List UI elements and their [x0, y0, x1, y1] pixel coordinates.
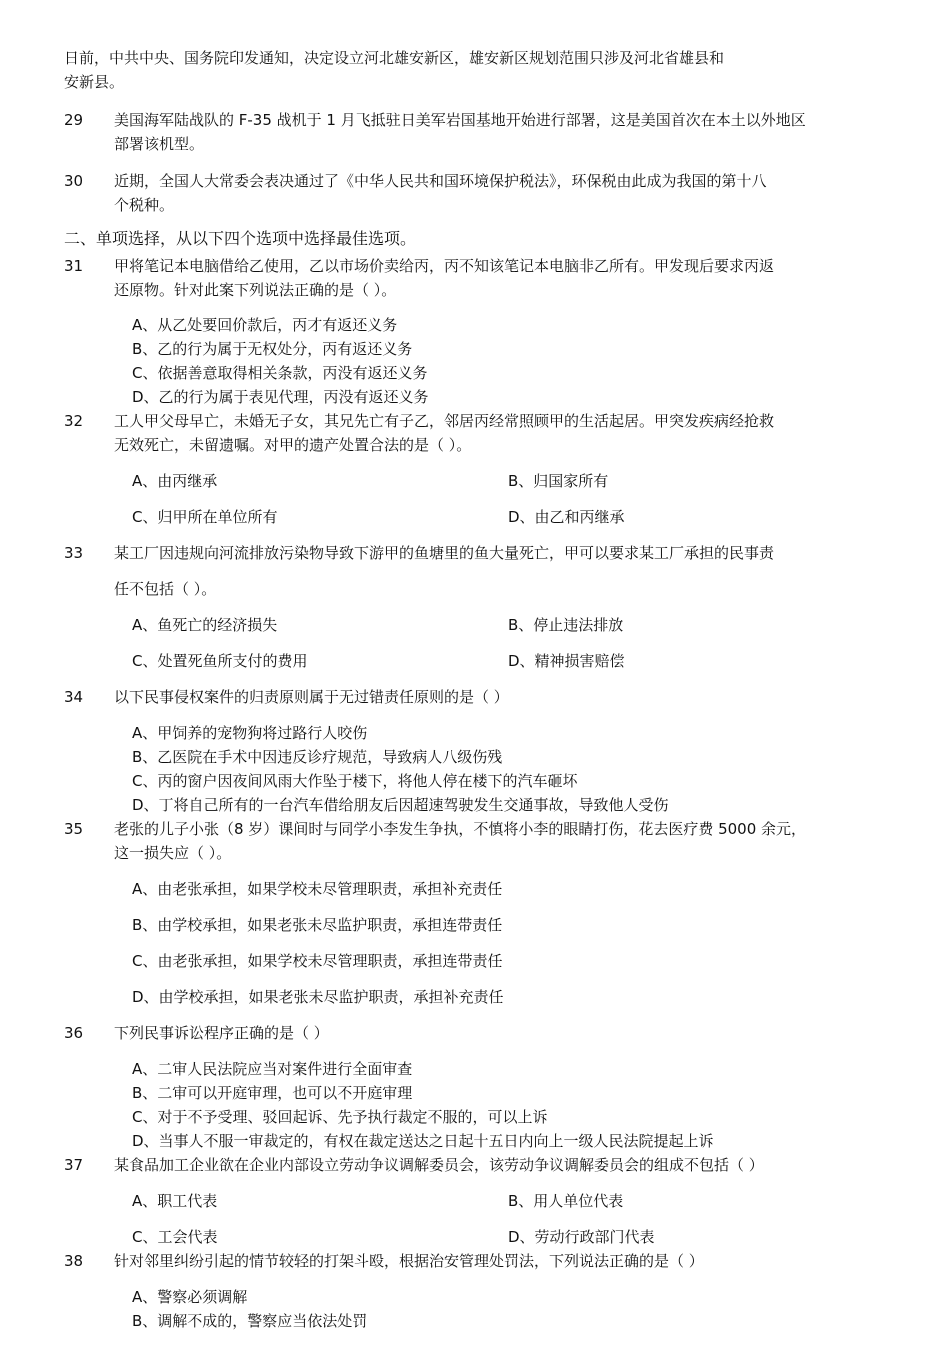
option-a: A、职工代表	[132, 1192, 218, 1210]
option-d: D、乙的行为属于表见代理，丙没有返还义务	[132, 388, 429, 406]
option-d: D、劳动行政部门代表	[508, 1228, 655, 1246]
question-text: 下列民事诉讼程序正确的是（ ）	[114, 1024, 329, 1042]
section-title: 二、单项选择，从以下四个选项中选择最佳选项。	[64, 229, 417, 248]
question-text: 部署该机型。	[114, 135, 205, 153]
question-number: 32	[64, 412, 84, 430]
question-text: 某工厂因违规向河流排放污染物导致下游甲的鱼塘里的鱼大量死亡，甲可以要求某工厂承担的民事责	[114, 544, 775, 562]
option-a: A、甲饲养的宠物狗将过路行人咬伤	[132, 724, 368, 742]
intro-line-2: 安新县。	[64, 73, 125, 91]
question-text: 任不包括（ ）。	[114, 580, 217, 598]
option-d: D、当事人不服一审裁定的，有权在裁定送达之日起十五日内向上一级人民法院提起上诉	[132, 1132, 714, 1150]
option-b: B、停止违法排放	[508, 616, 624, 634]
option-a: A、二审人民法院应当对案件进行全面审查	[132, 1060, 413, 1078]
option-a: A、鱼死亡的经济损失	[132, 616, 278, 634]
question-text: 以下民事侵权案件的归责原则属于无过错责任原则的是（ ）	[114, 688, 509, 706]
option-b: B、调解不成的，警察应当依法处罚	[132, 1312, 368, 1330]
option-d: D、由乙和丙继承	[508, 508, 625, 526]
option-c: C、由老张承担，如果学校未尽管理职责，承担连带责任	[132, 952, 503, 970]
option-a: A、由老张承担，如果学校未尽管理职责，承担补充责任	[132, 880, 503, 898]
option-c: C、处置死鱼所支付的费用	[132, 652, 308, 670]
question-text: 工人甲父母早亡，未婚无子女，其兄先亡有子乙，邻居丙经常照顾甲的生活起居。甲突发疾病经抢救	[114, 412, 775, 430]
question-number: 37	[64, 1156, 84, 1174]
option-b: B、乙医院在手术中因违反诊疗规范，导致病人八级伤残	[132, 748, 503, 766]
intro-line-1: 日前，中共中央、国务院印发通知，决定设立河北雄安新区，雄安新区规划范围只涉及河北省雄县和	[64, 49, 725, 67]
question-text: 无效死亡，未留遗嘱。对甲的遗产处置合法的是（ ）。	[114, 436, 472, 454]
option-c: C、丙的窗户因夜间风雨大作坠于楼下，将他人停在楼下的汽车砸坏	[132, 772, 578, 790]
question-number: 36	[64, 1024, 84, 1042]
option-c: C、对于不予受理、驳回起诉、先予执行裁定不服的，可以上诉	[132, 1108, 548, 1126]
question-number: 30	[64, 172, 84, 190]
question-text: 老张的儿子小张（8 岁）课间时与同学小李发生争执，不慎将小李的眼睛打伤，花去医疗费 5000 余元，	[114, 820, 807, 838]
option-b: B、二审可以开庭审理，也可以不开庭审理	[132, 1084, 413, 1102]
question-number: 34	[64, 688, 84, 706]
question-text: 某食品加工企业欲在企业内部设立劳动争议调解委员会，该劳动争议调解委员会的组成不包括（ ）	[114, 1156, 764, 1174]
option-a: A、由丙继承	[132, 472, 218, 490]
question-number: 29	[64, 111, 84, 129]
option-b: B、乙的行为属于无权处分，丙有返还义务	[132, 340, 413, 358]
question-number: 31	[64, 257, 84, 275]
question-number: 38	[64, 1252, 84, 1270]
option-d: D、精神损害赔偿	[508, 652, 625, 670]
option-d: D、由学校承担，如果老张未尽监护职责，承担补充责任	[132, 988, 504, 1006]
option-a: A、从乙处要回价款后，丙才有返还义务	[132, 316, 398, 334]
option-c: C、工会代表	[132, 1228, 218, 1246]
option-c: C、依据善意取得相关条款，丙没有返还义务	[132, 364, 428, 382]
question-number: 33	[64, 544, 84, 562]
option-b: B、归国家所有	[508, 472, 609, 490]
option-b: B、由学校承担，如果老张未尽监护职责，承担连带责任	[132, 916, 503, 934]
question-number: 35	[64, 820, 84, 838]
question-text: 个税种。	[114, 196, 175, 214]
question-text: 还原物。针对此案下列说法正确的是（ ）。	[114, 281, 397, 299]
option-a: A、警察必须调解	[132, 1288, 248, 1306]
question-text: 甲将笔记本电脑借给乙使用，乙以市场价卖给丙，丙不知该笔记本电脑非乙所有。甲发现后要求丙返	[114, 257, 775, 275]
question-text: 近期，全国人大常委会表决通过了《中华人民共和国环境保护税法》，环保税由此成为我国的第十八	[114, 172, 767, 190]
option-b: B、用人单位代表	[508, 1192, 624, 1210]
question-text: 这一损失应（ ）。	[114, 844, 232, 862]
option-c: C、归甲所在单位所有	[132, 508, 278, 526]
question-text: 针对邻里纠纷引起的情节较轻的打架斗殴，根据治安管理处罚法，下列说法正确的是（ ）	[114, 1252, 704, 1270]
question-text: 美国海军陆战队的 F-35 战机于 1 月飞抵驻日美军岩国基地开始进行部署，这是美国首次在本土以外地区	[114, 111, 806, 129]
option-d: D、丁将自己所有的一台汽车借给朋友后因超速驾驶发生交通事故，导致他人受伤	[132, 796, 669, 814]
